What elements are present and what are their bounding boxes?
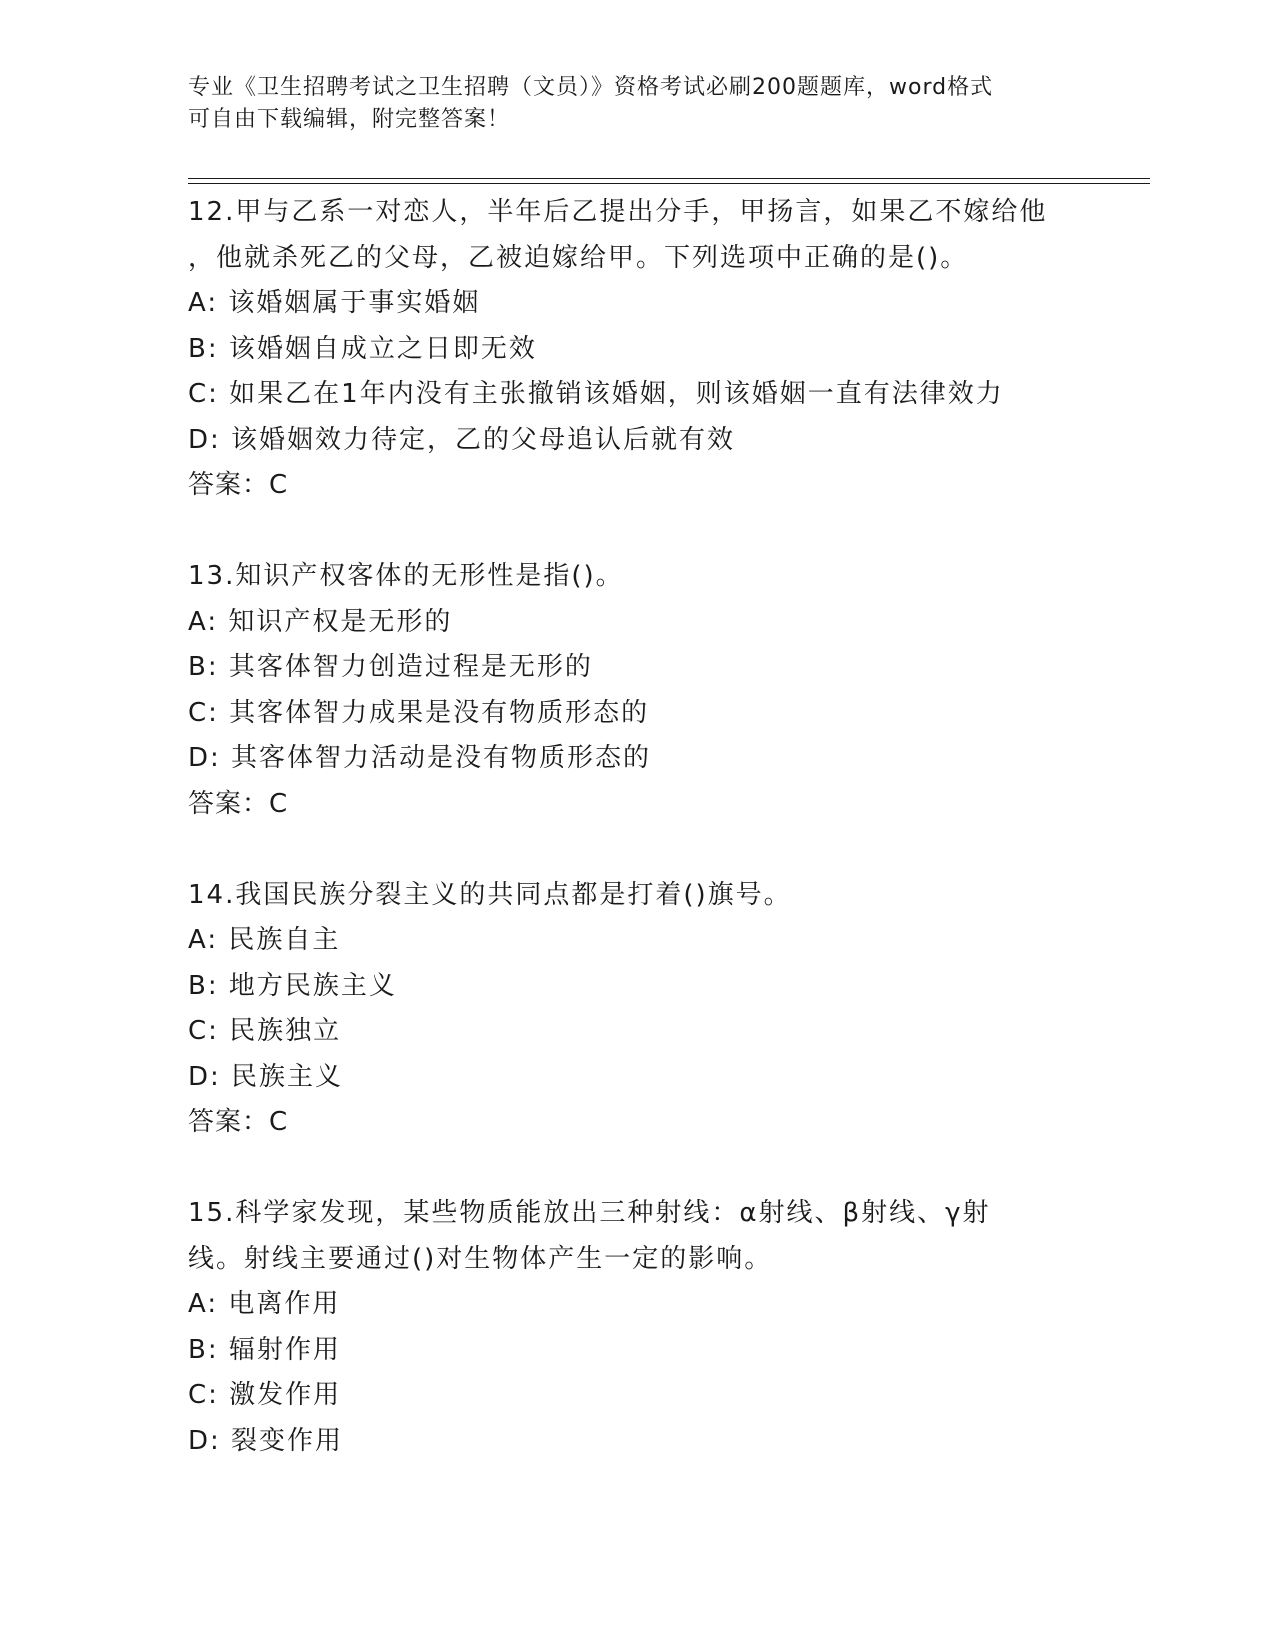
option-b: B: 地方民族主义 [188, 970, 397, 1001]
question-15 [188, 1191, 1148, 1464]
header-line-2: 可自由下载编辑，附完整答案！ [188, 107, 511, 132]
question-13 [188, 554, 1148, 827]
option-c: C: 如果乙在1年内没有主张撤销该婚姻，则该婚姻一直有法律效力 [188, 379, 1004, 409]
header-divider-bottom [188, 183, 1150, 184]
option-a: A: 该婚姻属于事实婚姻 [188, 288, 481, 318]
option-d: D: 其客体智力活动是没有物质形态的 [188, 743, 652, 773]
option-b: B: 其客体智力创造过程是无形的 [188, 652, 593, 682]
question-stem-line: 13.知识产权客体的无形性是指()。 [188, 561, 624, 591]
option-c: C: 其客体智力成果是没有物质形态的 [188, 697, 650, 728]
question-12 [188, 190, 1148, 509]
question-stem-line: ，他就杀死乙的父母，乙被迫嫁给甲。下列选项中正确的是()。 [188, 242, 969, 273]
question-stem-line: 12.甲与乙系一对恋人，半年后乙提出分手，甲扬言，如果乙不嫁给他 [188, 197, 1048, 227]
option-d: D: 裂变作用 [188, 1425, 344, 1456]
question-stem-line: 线。射线主要通过()对生物体产生一定的影响。 [188, 1243, 773, 1274]
header-line-1: 专业《卫生招聘考试之卫生招聘（文员）》资格考试必刷200题题库，word格式 [188, 75, 994, 100]
option-a: A: 电离作用 [188, 1289, 341, 1319]
answer-line: 答案：C [188, 470, 289, 500]
option-d: D: 民族主义 [188, 1061, 344, 1092]
document-header [188, 72, 1088, 136]
answer-line: 答案：C [188, 1107, 289, 1137]
question-spacer [188, 827, 1148, 873]
option-c: C: 激发作用 [188, 1380, 342, 1410]
option-c: C: 民族独立 [188, 1016, 342, 1046]
option-b: B: 该婚姻自成立之日即无效 [188, 333, 537, 364]
question-14 [188, 873, 1148, 1146]
option-a: A: 民族自主 [188, 925, 341, 955]
header-divider-top [188, 178, 1150, 179]
option-d: D: 该婚姻效力待定，乙的父母追认后就有效 [188, 424, 736, 455]
question-stem-line: 14.我国民族分裂主义的共同点都是打着()旗号。 [188, 879, 792, 910]
question-spacer [188, 1146, 1148, 1192]
option-a: A: 知识产权是无形的 [188, 606, 453, 637]
question-list [188, 190, 1148, 1464]
answer-line: 答案：C [188, 788, 289, 819]
option-b: B: 辐射作用 [188, 1334, 341, 1365]
question-spacer [188, 509, 1148, 555]
question-stem-line: 15.科学家发现，某些物质能放出三种射线：α射线、β射线、γ射 [188, 1198, 991, 1228]
